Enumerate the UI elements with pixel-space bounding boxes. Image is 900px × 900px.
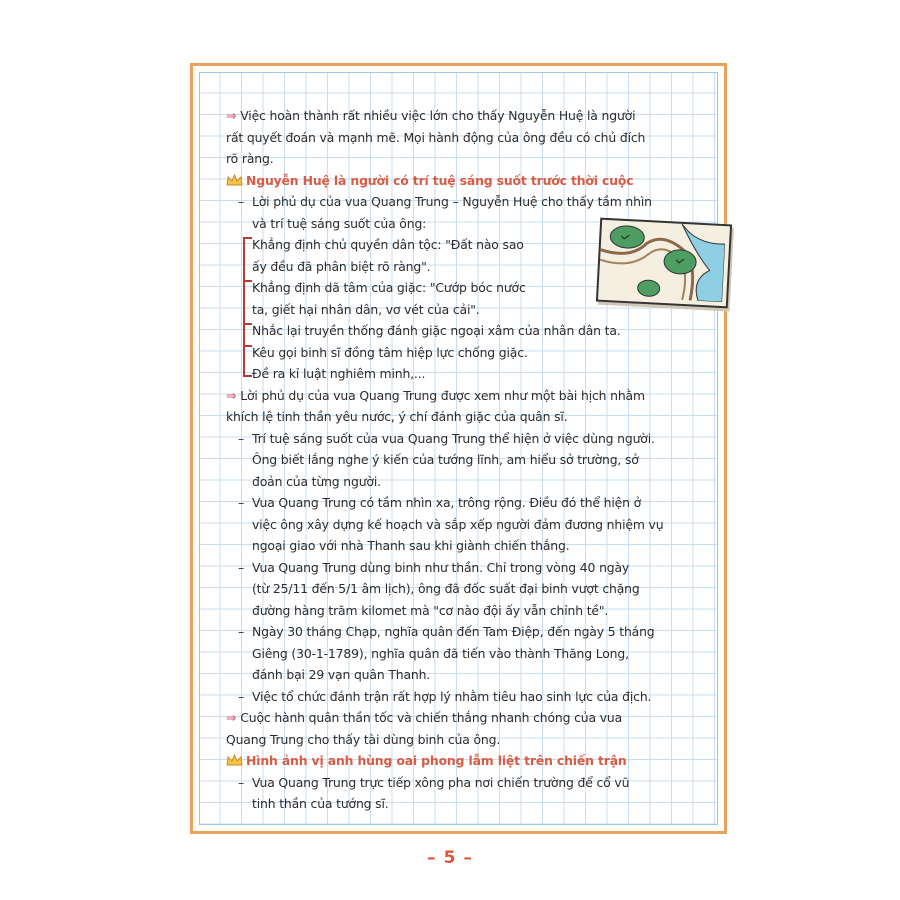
- paragraph-line: đường hàng trăm kilomet mà "cơ nào đội ấy vẫn chỉnh tề".: [252, 602, 609, 618]
- bullet-item: – Lời phủ dụ của vua Quang Trung – Nguyễn Huệ cho thấy tầm nhìn: [238, 194, 652, 209]
- paragraph-line: đoản của từng người.: [252, 473, 381, 489]
- section-heading: Hình ảnh vị anh hùng oai phong lẫm liệt trên chiến trận: [226, 750, 712, 772]
- paragraph-line: tinh thần của tướng sĩ.: [252, 796, 389, 811]
- page-frame: [190, 63, 727, 834]
- paragraph-line: Quang Trung cho thấy tài dùng binh của ông.: [226, 731, 501, 747]
- bracket-item: Đề ra kỉ luật nghiêm minh,...: [252, 366, 426, 381]
- bullet-item: – Vua Quang Trung có tầm nhìn xa, trông rộng. Điều đó thể hiện ở: [238, 495, 642, 510]
- paragraph-line: ⇒ Việc hoàn thành rất nhiều việc lớn cho thấy Nguyễn Huệ là người: [226, 108, 636, 123]
- crown-icon: [226, 754, 243, 766]
- paragraph-line: (từ 25/11 đến 5/1 âm lịch), ông đã đốc suất đại binh vượt chặng: [252, 581, 640, 596]
- bracket-item: Khẳng định chủ quyền dân tộc: "Đất nào sao: [252, 237, 524, 252]
- bracket-list: [226, 234, 712, 385]
- page-number: – 5 –: [427, 848, 473, 868]
- bullet-item: – Ngày 30 tháng Chạp, nghĩa quân đến Tam Điệp, đến ngày 5 tháng: [238, 624, 655, 639]
- paragraph-line: khích lệ tinh thần yêu nước, ý chí đánh giặc của quân sĩ.: [226, 409, 568, 424]
- grid-paper: [199, 72, 718, 825]
- crown-icon: [226, 174, 243, 186]
- bullet-item: – Vua Quang Trung trực tiếp xông pha nơi chiến trường để cổ vũ: [238, 774, 630, 790]
- bullet-item: – Việc tổ chức đánh trận rất hợp lý nhằm tiêu hao sinh lực của địch.: [238, 688, 652, 704]
- bracket-item: Kêu gọi binh sĩ đồng tâm hiệp lực chống giặc.: [252, 344, 528, 360]
- arrow-icon: ⇒: [226, 710, 237, 725]
- bullet-item: – Vua Quang Trung dùng binh như thần. Chỉ trong vòng 40 ngày: [238, 559, 630, 575]
- arrow-icon: ⇒: [226, 387, 237, 403]
- bracket-item: ấy đều đã phân biệt rõ ràng".: [252, 258, 431, 274]
- paragraph-line: rõ ràng.: [226, 151, 274, 166]
- bracket-item: Nhắc lại truyền thống đánh giặc ngoại xâm của nhân dân ta.: [252, 323, 621, 338]
- paragraph-line: việc ông xây dựng kế hoạch và sắp xếp người đảm đương nhiệm vụ: [252, 516, 664, 532]
- bracket-item: ta, giết hại nhân dân, vơ vét của cải".: [252, 301, 480, 317]
- paragraph-line: và trí tuệ sáng suốt của ông:: [252, 215, 427, 231]
- page-content: [226, 105, 712, 815]
- bracket-item: Khẳng định dã tâm của giặc: "Cướp bóc nước: [252, 280, 526, 295]
- section-heading: Nguyễn Huệ là người có trí tuệ sáng suốt trước thời cuộc: [226, 170, 712, 192]
- paragraph-line: Giêng (30-1-1789), nghĩa quân đã tiến vào thành Thăng Long,: [252, 645, 629, 661]
- paragraph-line: ngoại giao với nhà Thanh sau khi giành chiến thắng.: [252, 538, 570, 553]
- paragraph-line: Ông biết lắng nghe ý kiến của tướng lĩnh, am hiểu sở trường, sở: [252, 452, 639, 467]
- paragraph-line: đánh bại 29 vạn quân Thanh.: [252, 667, 431, 682]
- paragraph-line: rất quyết đoán và mạnh mẽ. Mọi hành động của ông đều có chủ đích: [226, 129, 646, 145]
- paragraph-line: ⇒ Lời phủ dụ của vua Quang Trung được xem như một bài hịch nhằm: [226, 387, 645, 403]
- arrow-icon: ⇒: [226, 108, 237, 123]
- bullet-item: – Trí tuệ sáng suốt của vua Quang Trung thể hiện ở việc dùng người.: [238, 430, 655, 446]
- paragraph-line: ⇒ Cuộc hành quân thần tốc và chiến thắng nhanh chóng của vua: [226, 710, 623, 725]
